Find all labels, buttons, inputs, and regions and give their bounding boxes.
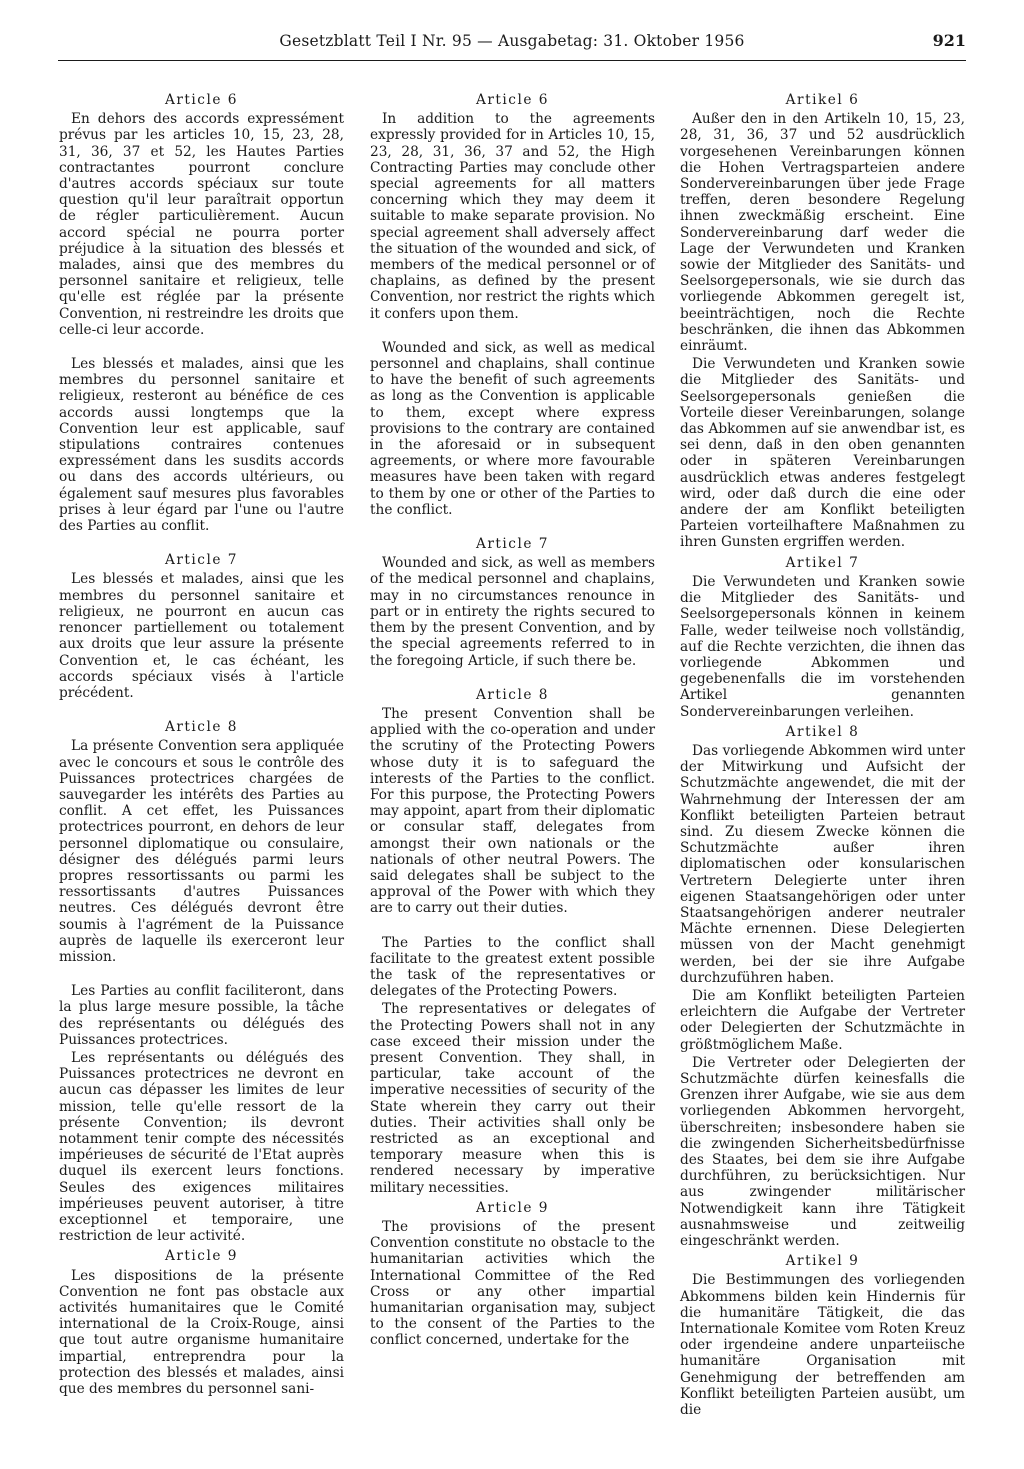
article-8-paragraph-2: The Parties to the conflict shall facilitate to the greatest extent possible the task of the representatives or delegates of the Protecting Powers. [370,934,655,1000]
article-6-paragraph-2: Wounded and sick, as well as medical personnel and chaplains, shall continue to have the benefit of such agreements as long as the Convention is applicable to them, except where express provisions to the contrary are contained in the aforesaid or in subsequent agreements, or where more favourable measures have been taken with regard to them by one or other of the Parties to the conflict. [370,339,655,518]
french-column [59,88,344,1415]
article-7-heading: Artikel 7 [785,554,860,571]
article-8-paragraph-1: Das vorliegende Abkommen wird unter der Mitwirkung und Aufsicht der Schutzmächte angewendet, die mit der Wahrnehmung der Interessen der am Konflikt beteiligten Parteien betraut sind. Zu diesem Zwecke können die Schutzmächte außer ihren diplomatischen oder konsularischen Vertretern Delegierte unter ihren eigenen Staatsangehörigen oder unter Staatsangehörigen anderer neutraler Mächte ernennen. Diese Delegierten müssen von der Macht genehmigt werden, bei der sie ihre Aufgabe durchzuführen haben. [680,742,965,986]
article-6-paragraph-2: Die Verwundeten und Kranken sowie die Mitglieder des Sanitäts- und Seelsorgepersonals genießen die Vorteile dieser Vereinbarungen, solange das Abkommen auf sie anwendbar ist, es sei denn, daß in den oben genannten oder in späteren Vereinbarungen ausdrücklich etwas anderes festgelegt wird, oder daß durch die eine oder andere der am Konflikt beteiligten Parteien vorteilhaftere Maßnahmen zu ihren Gunsten ergriffen werden. [680,356,965,551]
gazette-title: Gesetzblatt Teil I Nr. 95 — Ausgabetag: 31. Oktober 1956 [279,32,745,50]
article-6-paragraph-2: Les blessés et malades, ainsi que les membres du personnel sanitaire et religieux, resteront au bénéfice de ces accords aussi longtemps que la Convention leur est applicable, sauf stipulations contraires contenues expressément dans les susdits accords ou dans des accords ultérieurs, ou également sauf mesures plus favorables prises à leur égard par l'une ou l'autre des Parties au conflit. [59,356,344,535]
article-6-heading: Article 6 [475,92,549,108]
article-6-paragraph-1: In addition to the agreements expressly provided for in Articles 10, 15, 23, 28, 31, 36, 37 and 52, the High Contracting Parties may conclude other special agreements for all matters concerning which they may deem it suitable to make separate provision. No special agreement shall adversely affect the situation of the wounded and sick, of members of the medical personnel or of chaplains, as defined by the present Convention, nor restrict the rights which it confers upon them. [370,111,655,322]
article-8-paragraph-1: The present Convention shall be applied with the co-operation and under the scrutiny of the Protecting Powers whose duty it is to safeguard the interests of the Parties to the conflict. For this purpose, the Protecting Powers may appoint, apart from their diplomatic or consular staff, delegates from amongst their own nationals or the nationals of other neutral Powers. The said delegates shall be subject to the approval of the Power with which they are to carry out their duties. [370,705,655,917]
article-9-heading: Artikel 9 [785,1253,860,1270]
article-8-heading: Article 8 [164,719,238,736]
article-8-heading: Article 8 [475,686,549,703]
article-6-paragraph-1: En dehors des accords expressément prévus par les articles 10, 15, 23, 28, 31, 36, 37 et 52, les Hautes Parties contractantes pourront conclure d'autres accords spéciaux sur toute question qu'il leur paraîtrait opportun de régler particulièrement. Aucun accord spécial ne pourra porter préjudice à la situation des blessés et malades, ainsi que des membres du personnel sanitaire et religieux, telle qu'elle est réglée par la présente Convention, ni restreindre les droits que celle-ci leur accorde. [59,111,344,338]
english-column [370,88,655,1367]
article-7-paragraph-1: Wounded and sick, as well as members of the medical personnel and chaplains, may in no circumstances renounce in part or in entirety the rights secured to them by the present Convention, and by the special agreements referred to in the foregoing Article, if such there be. [370,555,655,669]
article-6-heading: Article 6 [164,92,238,108]
article-8-paragraph-2: Die am Konflikt beteiligten Parteien erleichtern die Aufgabe der Vertreter oder Delegierten der Schutzmächte in größtmöglichem Maße. [680,987,965,1053]
article-8-paragraph-3: Die Vertreter oder Delegierten der Schutzmächte dürfen keinesfalls die Grenzen ihrer Aufgabe, wie sie aus dem vorliegenden Abkommen hervorgeht, überschreiten; insbesondere haben sie die zwingenden Sicherheitsbedürfnisse des Staates, bei dem sie ihre Aufgabe durchführen, zu berücksichtigen. Nur aus zwingender militärischer Notwendigkeit kann ihre Tätigkeit ausnahmsweise und zeitweilig eingeschränkt werden. [680,1054,965,1250]
article-6-heading: Artikel 6 [785,92,860,108]
article-7-paragraph-1: Die Verwundeten und Kranken sowie die Mitglieder des Sanitäts- und Seelsorgepersonals können in keinem Falle, weder teilweise noch vollständig, auf die Rechte verzichten, die ihnen das vorliegende Abkommen und gegebenenfalls die im vorstehenden Artikel genannten Sondervereinbarungen verleihen. [680,573,965,720]
german-column [680,88,965,1436]
article-8-paragraph-2: Les Parties au conflit faciliteront, dans la plus large mesure possible, la tâche des représentants ou délégués des Puissances protectrices. [59,983,344,1048]
article-7-heading: Article 7 [475,536,549,553]
article-9-paragraph-1: Die Bestimmungen des vorliegenden Abkommens bilden kein Hindernis für die humanitäre Tätigkeit, die das Internationale Komitee vom Roten Kreuz oder irgendeine andere unparteiische humanitäre Organisation mit Genehmigung der betreffenden am Konflikt beteiligten Parteien ausübt, um die [680,1272,965,1419]
page-number: 921 [932,31,966,50]
article-9-paragraph-1: The provisions of the present Convention constitute no obstacle to the humanitarian activities which the International Committee of the Red Cross or any other impartial humanitarian organisation may, subject to the consent of the Parties to the conflict concerned, undertake for the [370,1219,655,1349]
article-9-paragraph-1: Les dispositions de la présente Convention ne font pas obstacle aux activités humanitaires que le Comité international de la Croix-Rouge, ainsi que tout autre organisme humanitaire impartial, entreprendra pour la protection des blessés et malades, ainsi que des membres du personnel sani- [59,1267,344,1398]
article-8-paragraph-1: La présente Convention sera appliquée avec le concours et sous le contrôle des Puissances protectrices chargées de sauvegarder les intérêts des Parties au conflit. A cet effet, les Puissances protectrices pourront, en dehors de leur personnel diplomatique ou consulaire, désigner des délégués parmi leurs propres ressortissants ou parmi les ressortissants d'autres Puissances neutres. Ces délégués devront être soumis à l'agrément de la Puissance auprès de laquelle ils exerceront leur mission. [59,738,344,965]
article-6-paragraph-1: Außer den in den Artikeln 10, 15, 23, 28, 31, 36, 37 und 52 ausdrücklich vorgesehenen Vereinbarungen können die Hohen Vertragsparteien andere Sondervereinbarungen über jede Frage treffen, deren besondere Regelung ihnen zweckmäßig erscheint. Eine Sondervereinbarung darf weder die Lage der Verwundeten und Kranken sowie der Mitglieder des Sanitäts- und Seelsorgepersonals, wie sie durch das vorliegende Abkommen geregelt ist, beeinträchtigen, noch die Rechte beschränken, die ihnen das Abkommen einräumt. [680,111,965,355]
article-9-heading: Article 9 [164,1248,238,1265]
article-8-paragraph-3: The representatives or delegates of the Protecting Powers shall not in any case exceed their mission under the present Convention. They shall, in particular, take account of the imperative necessities of security of the State wherein they carry out their duties. Their activities shall only be restricted as an exceptional and temporary measure when this is rendered necessary by imperative military necessities. [370,1001,655,1196]
article-7-heading: Article 7 [164,552,238,569]
article-9-heading: Article 9 [475,1199,549,1216]
article-7-paragraph-1: Les blessés et malades, ainsi que les membres du personnel sanitaire et religieux, ne pourront en aucun cas renoncer partiellement ou totalement aux droits que leur assure la présente Convention et, le cas échéant, les accords spéciaux visés à l'article précédent. [59,571,344,701]
page-header [58,30,966,61]
article-8-heading: Artikel 8 [785,723,860,740]
article-8-paragraph-3: Les représentants ou délégués des Puissances protectrices ne devront en aucun cas dépasser les limites de leur mission, telle qu'elle ressort de la présente Convention; ils devront notamment tenir compte des nécessités impérieuses de sécurité de l'Etat auprès duquel ils exercent leurs fonctions. Seules des exigences militaires impérieuses peuvent autoriser, à titre exceptionnel et temporaire, une restriction de leur activité. [59,1049,344,1245]
